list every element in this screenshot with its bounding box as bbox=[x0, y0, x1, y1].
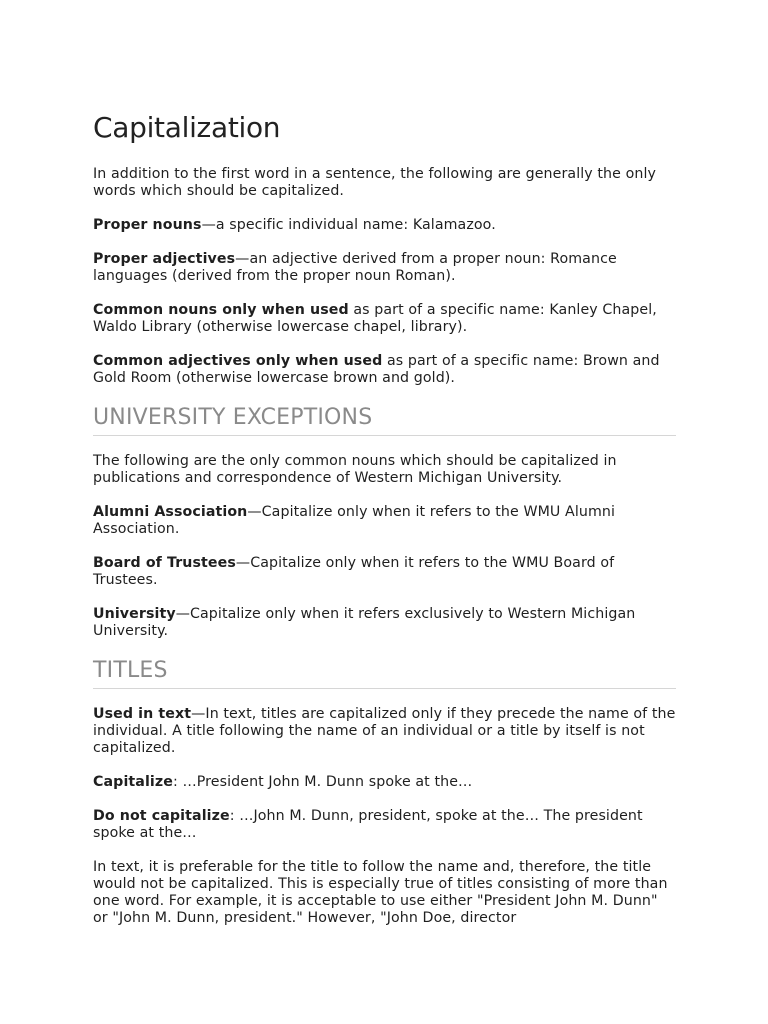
exception-term: Alumni Association bbox=[93, 504, 248, 520]
rule-text: —a specific individual name: Kalamazoo. bbox=[201, 217, 496, 233]
rule-proper-nouns bbox=[93, 217, 676, 234]
rule-term: Proper nouns bbox=[93, 217, 202, 233]
rule-text: as part of a specific name: Brown and Gold Room (otherwise lowercase brown and gold). bbox=[93, 353, 660, 386]
exception-board-of-trustees bbox=[93, 555, 676, 589]
rule-term: Common nouns only when used bbox=[93, 302, 349, 318]
exception-alumni-association bbox=[93, 504, 676, 538]
intro-paragraph: In addition to the first word in a sentence, the following are generally the only words which should be capitalized. bbox=[93, 166, 656, 199]
university-exceptions-intro: The following are the only common nouns which should be capitalized in publications and correspondence of Western Michigan University. bbox=[93, 453, 617, 486]
title-text: : …President John M. Dunn spoke at the… bbox=[172, 774, 473, 790]
section-heading-titles: TITLES bbox=[93, 657, 676, 689]
rule-term: Proper adjectives bbox=[93, 251, 236, 267]
title-capitalize-example bbox=[93, 774, 676, 791]
title-text: : …John M. Dunn, president, spoke at the… The president spoke at the… bbox=[93, 808, 643, 841]
rule-text: as part of a specific name: Kanley Chapel, Waldo Library (otherwise lowercase chapel, library). bbox=[93, 302, 657, 335]
title-term: Capitalize bbox=[93, 774, 173, 790]
titles-closing-paragraph: In text, it is preferable for the title to follow the name and, therefore, the title would not be capitalized. This is especially true of titles consisting of more than one word. For example, it is acceptable to use either "President John M. Dunn" or "John M. Dunn, president." However, "John Doe, director bbox=[93, 859, 668, 926]
exception-text: —Capitalize only when it refers exclusively to Western Michigan University. bbox=[93, 606, 636, 639]
exception-university bbox=[93, 606, 676, 640]
title-term: Do not capitalize bbox=[93, 808, 230, 824]
title-term: Used in text bbox=[93, 706, 192, 722]
rule-common-nouns bbox=[93, 302, 676, 336]
title-text: —In text, titles are capitalized only if they precede the name of the individual. A title following the name of an individual or a title by itself is not capitalized. bbox=[93, 706, 676, 756]
rule-term: Common adjectives only when used bbox=[93, 353, 383, 369]
exception-term: University bbox=[93, 606, 176, 622]
rule-text: —an adjective derived from a proper noun: Romance languages (derived from the proper noun Roman). bbox=[93, 251, 617, 284]
exception-term: Board of Trustees bbox=[93, 555, 236, 571]
exception-text: —Capitalize only when it refers to the WMU Alumni Association. bbox=[93, 504, 616, 537]
section-heading-university-exceptions: UNIVERSITY EXCEPTIONS bbox=[93, 404, 676, 436]
rule-common-adjectives bbox=[93, 353, 676, 387]
title-used-in-text bbox=[93, 706, 676, 757]
page-title: Capitalization bbox=[93, 111, 281, 144]
title-do-not-capitalize-example bbox=[93, 808, 676, 842]
exception-text: —Capitalize only when it refers to the WMU Board of Trustees. bbox=[93, 555, 615, 588]
rule-proper-adjectives bbox=[93, 251, 676, 285]
